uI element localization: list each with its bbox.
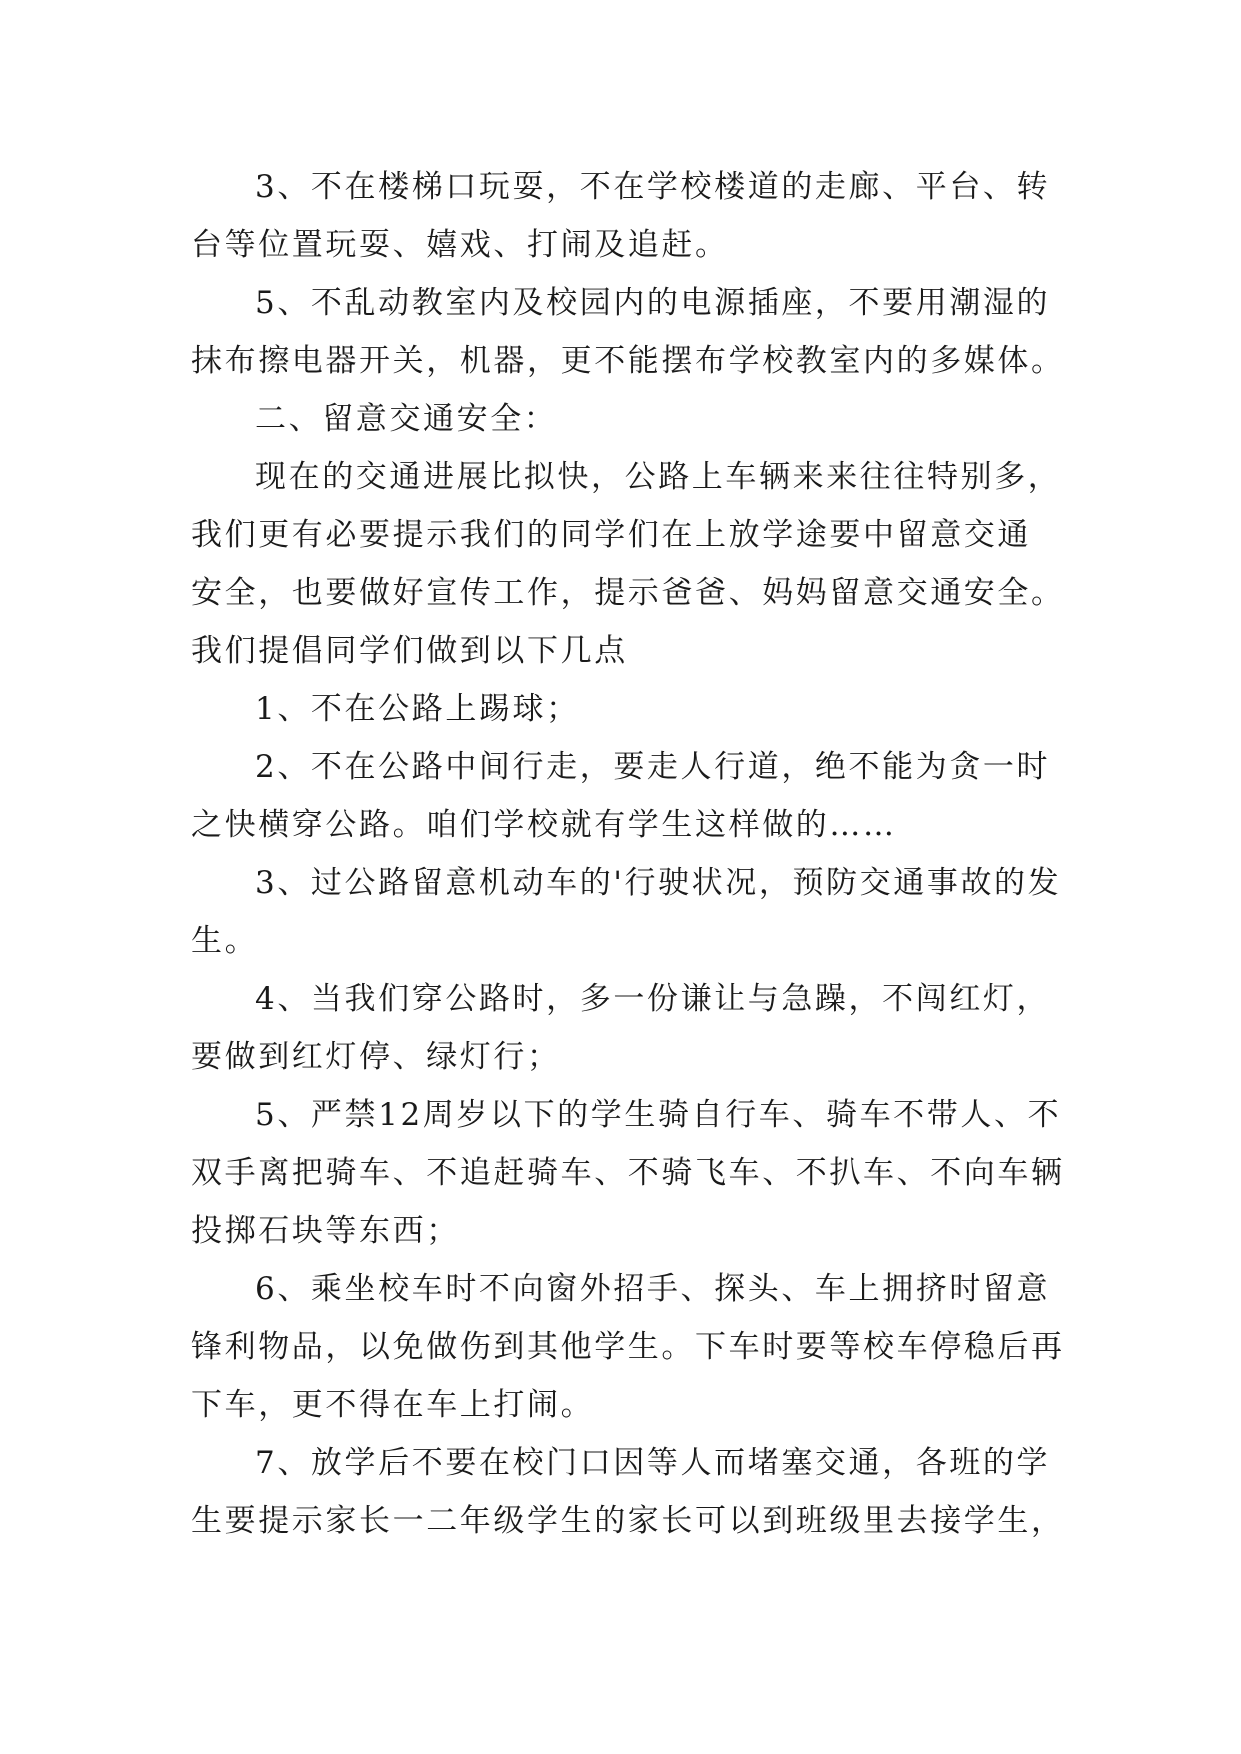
list-item: 1、不在公路上踢球；: [255, 691, 580, 727]
paragraph-line: 生。: [191, 923, 259, 959]
paragraph-line: 双手离把骑车、不追赶骑车、不骑飞车、不扒车、不向车辆: [191, 1155, 1065, 1191]
list-item: 6、乘坐校车时不向窗外招手、探头、车上拥挤时留意: [255, 1271, 1051, 1307]
paragraph-line: 下车，更不得在车上打闹。: [191, 1387, 595, 1423]
document-body: [191, 158, 1065, 1550]
paragraph-line: 锋利物品，以免做伤到其他学生。下车时要等校车停稳后再: [191, 1329, 1065, 1365]
paragraph-line: 5、不乱动教室内及校园内的电源插座，不要用潮湿的: [255, 285, 1051, 321]
paragraph-line: 现在的交通进展比拟快，公路上车辆来来往往特别多，: [255, 459, 1062, 495]
list-item: 7、放学后不要在校门口因等人而堵塞交通，各班的学: [255, 1445, 1051, 1481]
paragraph-line: 之快横穿公路。咱们学校就有学生这样做的……: [191, 807, 897, 843]
paragraph-line: 3、不在楼梯口玩耍，不在学校楼道的走廊、平台、转: [255, 169, 1051, 205]
list-item: 2、不在公路中间行走，要走人行道，绝不能为贪一时: [255, 749, 1051, 785]
list-item: 4、当我们穿公路时，多一份谦让与急躁，不闯红灯，: [255, 981, 1051, 1017]
section-heading: 二、留意交通安全：: [255, 401, 558, 437]
paragraph-line: 我们提倡同学们做到以下几点: [191, 633, 628, 669]
paragraph-line: 安全，也要做好宣传工作，提示爸爸、妈妈留意交通安全。: [191, 575, 1065, 611]
paragraph-line: 我们更有必要提示我们的同学们在上放学途要中留意交通: [191, 517, 1031, 553]
paragraph-line: 生要提示家长一二年级学生的家长可以到班级里去接学生，: [191, 1503, 1065, 1539]
list-item: 3、过公路留意机动车的'行驶状况，预防交通事故的发: [255, 865, 1062, 901]
paragraph-line: 抹布擦电器开关，机器，更不能摆布学校教室内的多媒体。: [191, 343, 1065, 379]
paragraph-line: 投掷石块等东西；: [191, 1213, 460, 1249]
list-item: 5、严禁12周岁以下的学生骑自行车、骑车不带人、不: [255, 1097, 1062, 1133]
paragraph-line: 台等位置玩耍、嬉戏、打闹及追赶。: [191, 227, 729, 263]
paragraph-line: 要做到红灯停、绿灯行；: [191, 1039, 561, 1075]
